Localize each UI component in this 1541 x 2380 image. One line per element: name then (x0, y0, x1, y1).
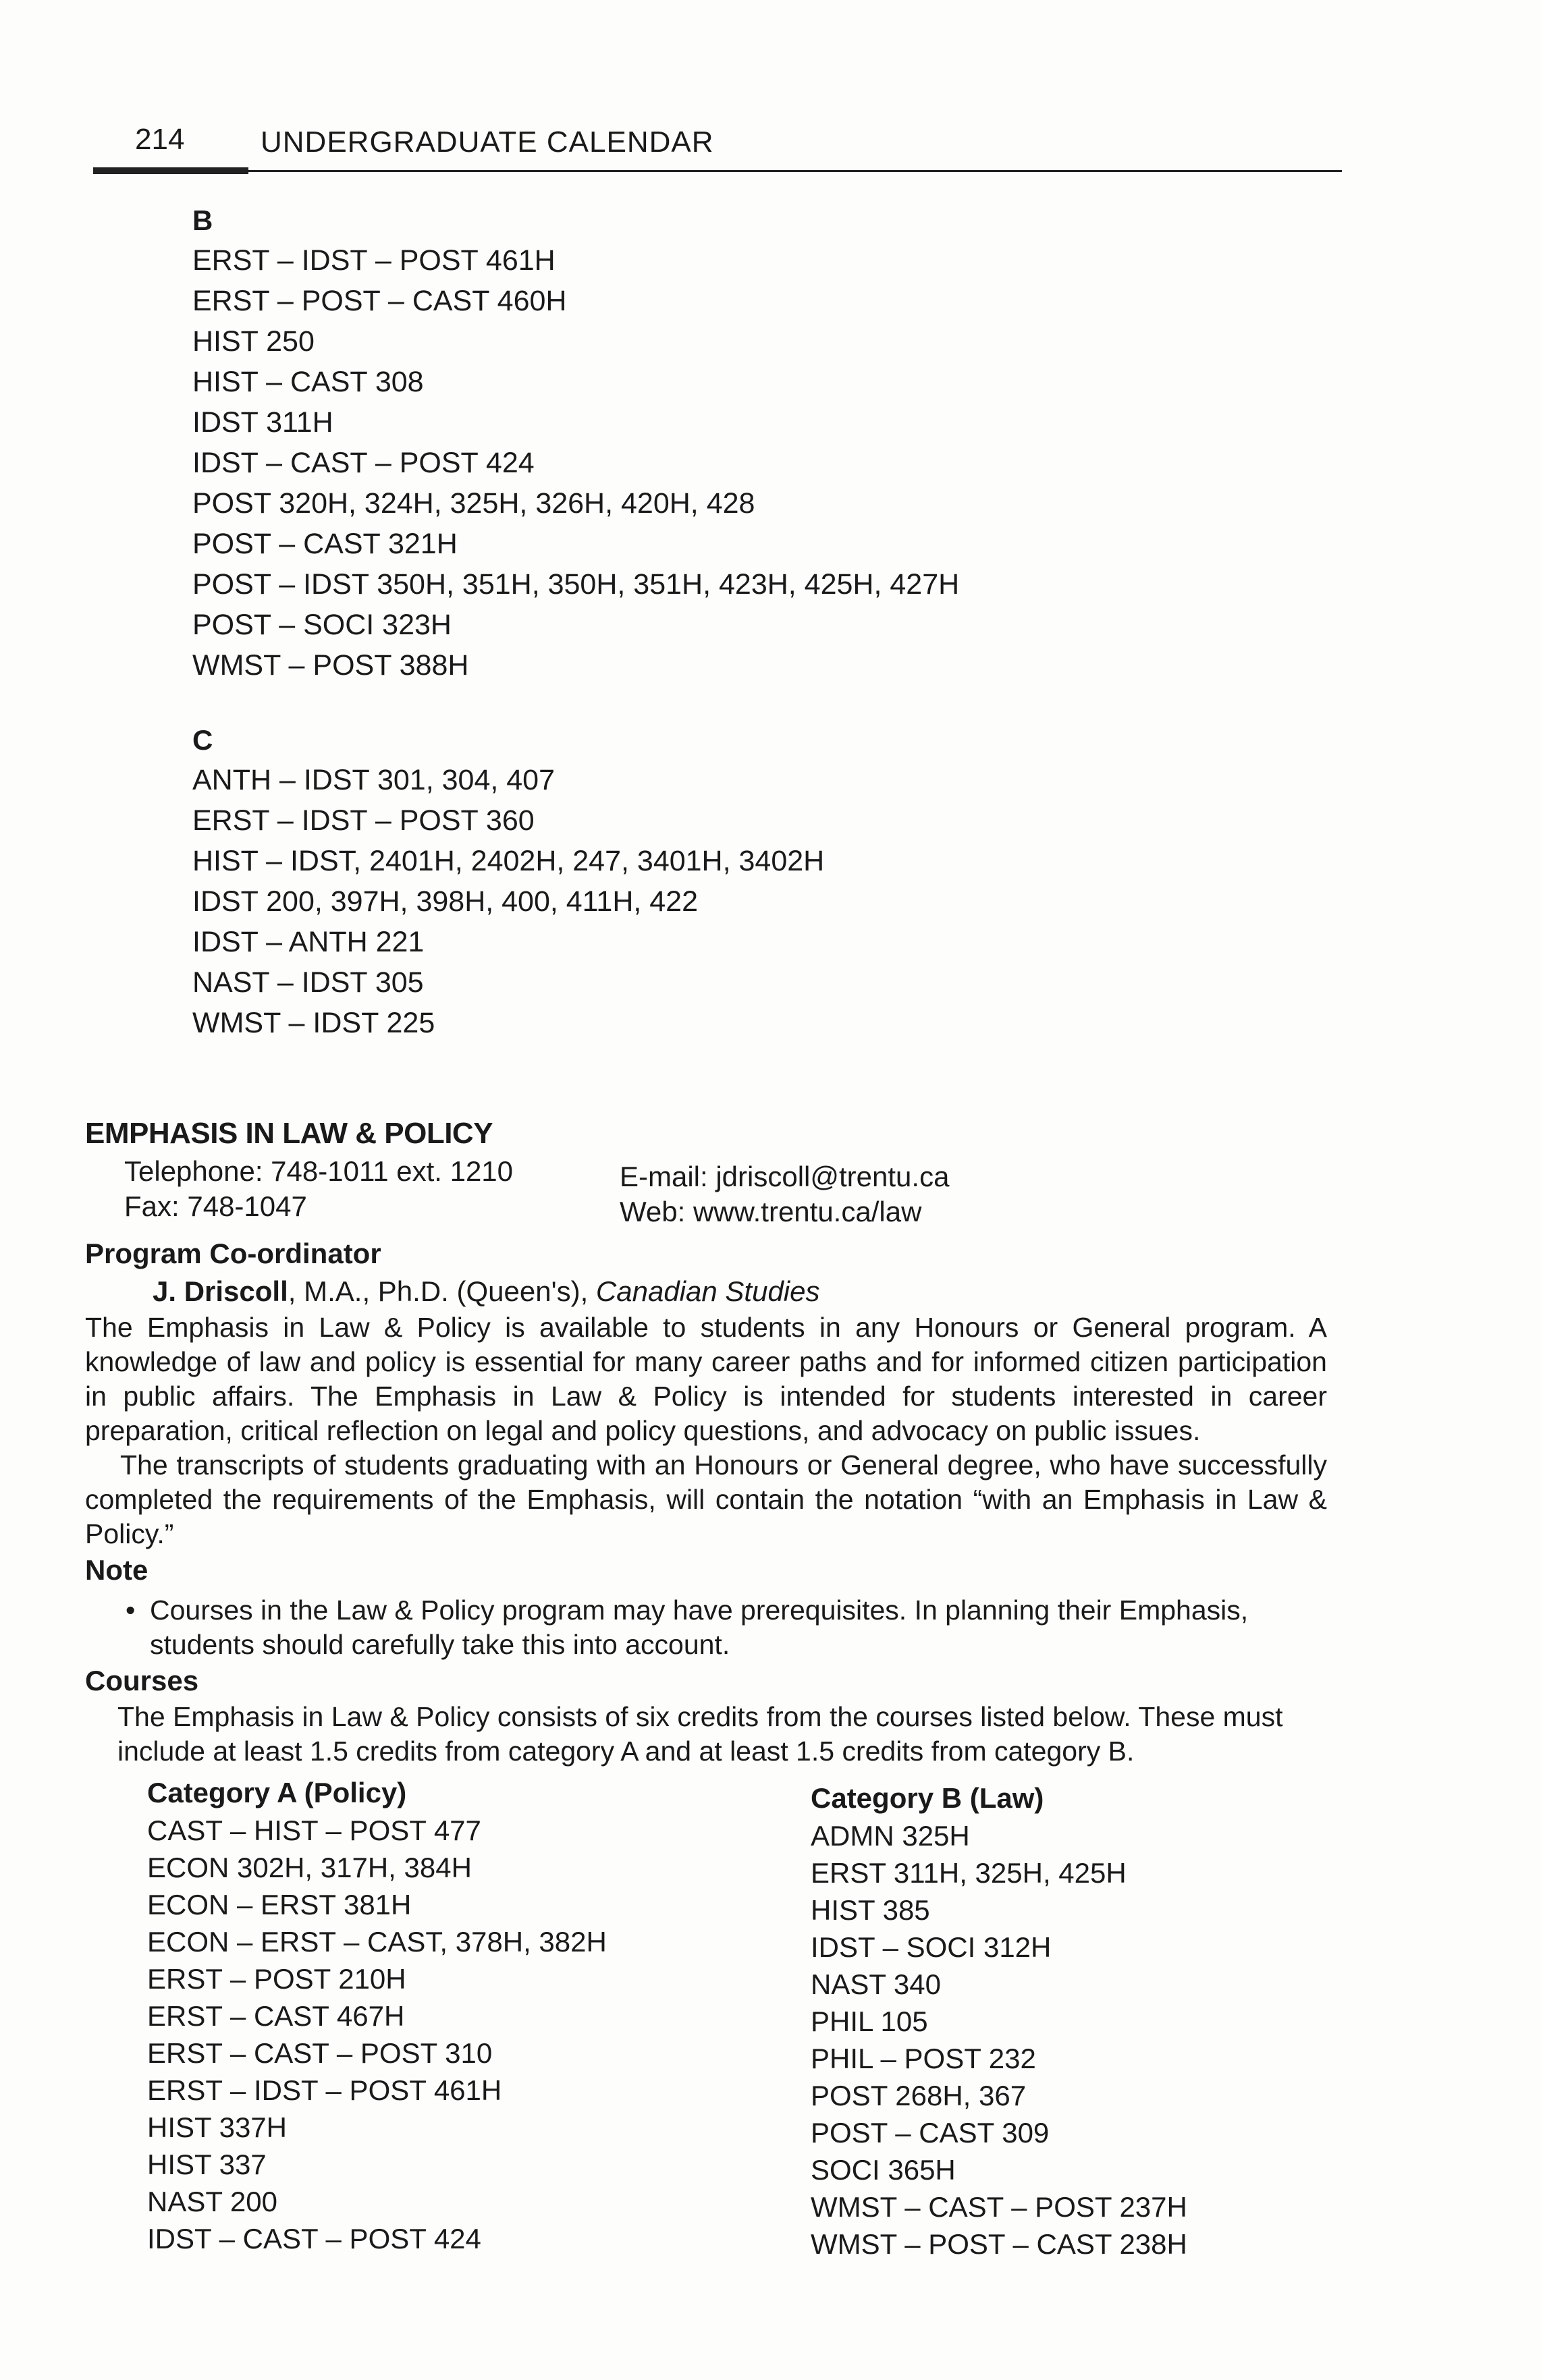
transcript-paragraph: The transcripts of students graduating with an Honours or General degree, who have successfully completed the requirements of the Emphasis, will contain the notation “with an Emphasis in Law & Policy.” (85, 1449, 1327, 1549)
emphasis-section (85, 1113, 1327, 2287)
course-line: NAST – IDST 305 (192, 966, 424, 999)
category-b-lines (192, 240, 959, 686)
category-b-law-lines (811, 1817, 1187, 2263)
course-line: POST 268H, 367 (811, 2080, 1027, 2111)
course-line: WMST – POST – CAST 238H (811, 2228, 1187, 2260)
course-line: IDST 200, 397H, 398H, 400, 411H, 422 (192, 885, 699, 918)
category-c-list (192, 721, 824, 1043)
category-c-lines (192, 760, 824, 1043)
description-paragraph: The Emphasis in Law & Policy is available to students in any Honours or General program. A knowledge of law and policy is essential for many career paths and for informed citizen participation in public affairs. The Emphasis in Law & Policy is intended for students interested in career preparation, critical reflection on legal and policy questions, and advocacy on public issues. (85, 1312, 1327, 1446)
course-line: ECON – ERST – CAST, 378H, 382H (147, 1926, 607, 1958)
course-line: IDST – CAST – POST 424 (147, 2223, 481, 2254)
coordinator-name: J. Driscoll (153, 1275, 288, 1307)
course-line: IDST – CAST – POST 424 (192, 447, 535, 479)
header-rule (93, 170, 1342, 172)
contact-phone-fax (124, 1154, 513, 1224)
course-line: ERST – IDST – POST 360 (192, 804, 535, 837)
web: Web: www.trentu.ca/law (620, 1196, 922, 1227)
course-line: HIST – CAST 308 (192, 366, 424, 398)
contact-email-web (620, 1159, 949, 1229)
bullet-icon: • (126, 1595, 136, 1626)
course-line: ERST 311H, 325H, 425H (811, 1857, 1127, 1889)
category-b-letter: B (192, 204, 213, 236)
courses-heading: Courses (85, 1665, 199, 1696)
course-line: IDST – ANTH 221 (192, 926, 425, 958)
course-line: WMST – CAST – POST 237H (811, 2191, 1187, 2223)
course-line: ERST – IDST – POST 461H (147, 2074, 502, 2106)
course-line: POST 320H, 324H, 325H, 326H, 420H, 428 (192, 487, 755, 520)
contact-info (85, 1154, 1327, 1235)
course-line: HIST – IDST, 2401H, 2402H, 247, 3401H, 3402H (192, 845, 825, 877)
course-line: POST – IDST 350H, 351H, 350H, 351H, 423H, 425H, 427H (192, 568, 960, 601)
courses-intro: The Emphasis in Law & Policy consists of six credits from the courses listed below. These must include at least 1.5 credits from category A and at least 1.5 credits from category B. (117, 1701, 1283, 1767)
category-b-law-column (811, 1779, 1187, 2263)
course-line: ERST – POST – CAST 460H (192, 285, 567, 317)
course-line: PHIL 105 (811, 2005, 928, 2037)
course-line: ANTH – IDST 301, 304, 407 (192, 764, 555, 796)
email: E-mail: jdriscoll@trentu.ca (620, 1161, 950, 1192)
note-item (85, 1593, 1327, 1662)
coordinator (85, 1273, 1327, 1310)
course-line: ERST – CAST – POST 310 (147, 2037, 493, 2069)
course-line: ADMN 325H (811, 1820, 970, 1852)
category-c-letter: C (192, 724, 213, 756)
course-line: HIST 250 (192, 325, 315, 358)
course-line: POST – CAST 309 (811, 2117, 1050, 2149)
course-line: POST – SOCI 323H (192, 609, 452, 641)
course-line: WMST – IDST 225 (192, 1007, 435, 1039)
header-title: UNDERGRADUATE CALENDAR (261, 126, 714, 159)
note-heading: Note (85, 1554, 148, 1586)
course-line: WMST – POST 388H (192, 649, 469, 682)
course-line: POST – CAST 321H (192, 528, 458, 560)
coordinator-heading: Program Co-ordinator (85, 1238, 381, 1269)
course-line: SOCI 365H (811, 2154, 956, 2186)
course-line: NAST 340 (811, 1968, 941, 2000)
running-header (93, 120, 1342, 181)
category-a-lines (147, 1812, 607, 2257)
course-line: ECON 302H, 317H, 384H (147, 1852, 472, 1883)
course-line: NAST 200 (147, 2186, 277, 2217)
page-number: 214 (135, 123, 185, 156)
course-line: HIST 337H (147, 2111, 287, 2143)
category-b-list (192, 201, 959, 686)
course-line: IDST – SOCI 312H (811, 1931, 1052, 1963)
course-line: ERST – IDST – POST 461H (192, 244, 556, 277)
section-title: EMPHASIS IN LAW & POLICY (85, 1117, 493, 1150)
coordinator-dept: Canadian Studies (595, 1275, 820, 1307)
course-line: PHIL – POST 232 (811, 2043, 1036, 2074)
course-line: HIST 337 (147, 2149, 267, 2180)
course-line: ERST – CAST 467H (147, 2000, 405, 2032)
course-line: CAST – HIST – POST 477 (147, 1815, 481, 1846)
course-line: HIST 385 (811, 1894, 930, 1926)
category-b-law-heading: Category B (Law) (811, 1782, 1044, 1814)
coordinator-credentials: , M.A., Ph.D. (Queen's), (288, 1275, 596, 1307)
category-a-heading: Category A (Policy) (147, 1777, 407, 1808)
note-text: Courses in the Law & Policy program may have prerequisites. In planning their Emphasis, students should carefully take this into account. (150, 1595, 1249, 1660)
course-categories (85, 1774, 1327, 2287)
telephone: Telephone: 748-1011 ext. 1210 (124, 1155, 514, 1187)
course-line: IDST 311H (192, 406, 333, 439)
fax: Fax: 748-1047 (124, 1190, 307, 1222)
category-a-column (147, 1774, 607, 2257)
course-line: ERST – POST 210H (147, 1963, 406, 1995)
course-line: ECON – ERST 381H (147, 1889, 412, 1920)
